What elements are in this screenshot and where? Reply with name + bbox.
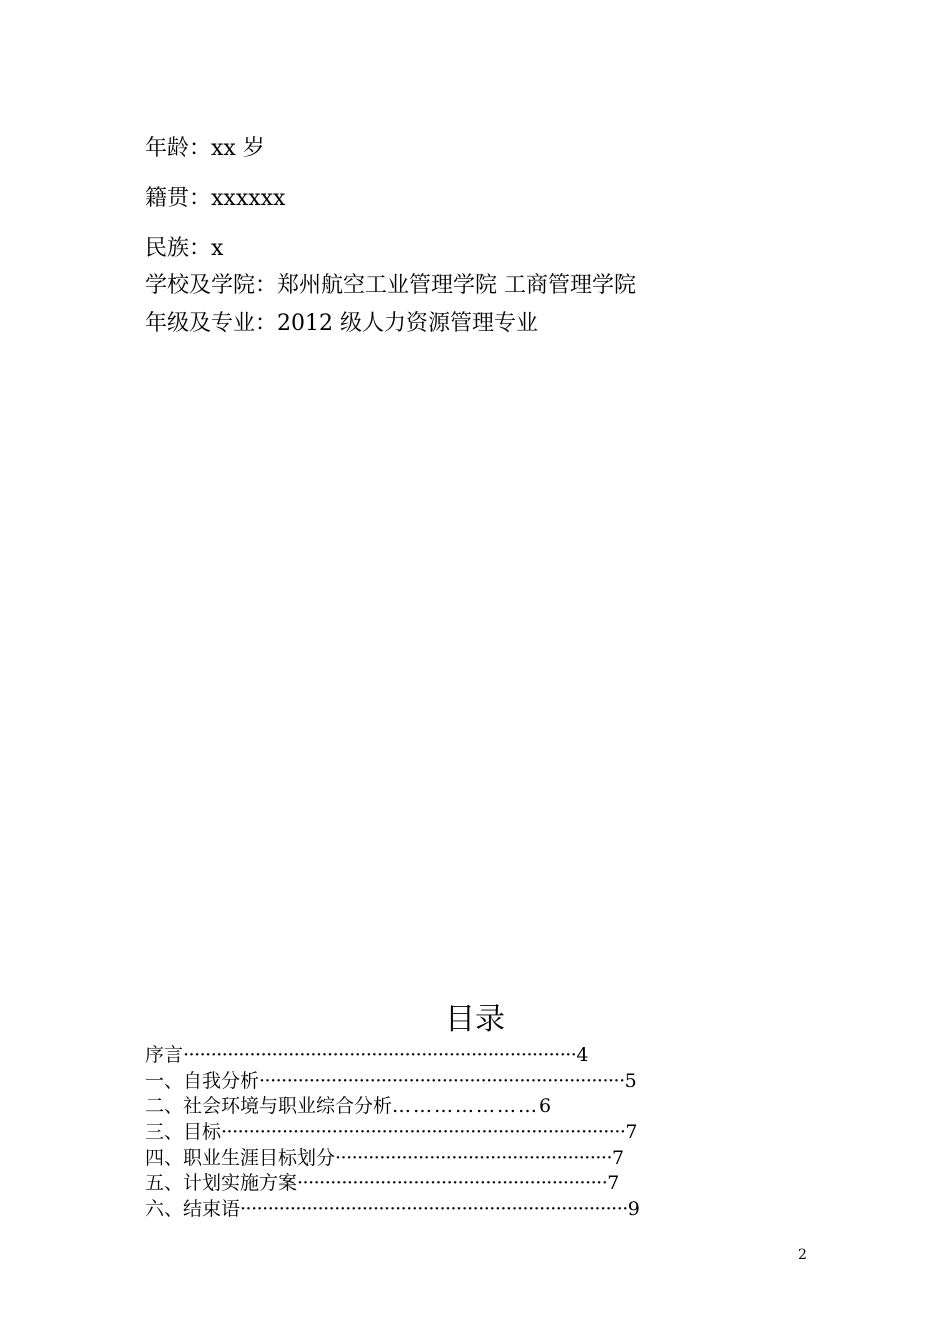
toc-entry-page: 7 <box>607 1172 620 1195</box>
toc-entry-label: 一、自我分析 <box>145 1069 260 1092</box>
page-number: 2 <box>798 1247 807 1263</box>
toc-entry-implementation-plan <box>145 1171 705 1197</box>
school-line: 学校及学院：郑州航空工业管理学院 工商管理学院 <box>145 273 636 298</box>
toc-entry-self-analysis <box>145 1069 705 1095</box>
toc-leader-dots: ········································································· <box>221 1121 626 1144</box>
toc-entry-page: 5 <box>624 1069 637 1092</box>
toc-entry-goal-division <box>145 1146 705 1172</box>
toc-leader-dots: ························································ <box>297 1172 608 1195</box>
toc-entry-preface <box>145 1043 705 1069</box>
toc-title: 目录 <box>445 1002 505 1037</box>
toc-entry-label: 三、目标 <box>145 1121 222 1144</box>
toc-entry-page: 7 <box>612 1146 625 1169</box>
table-of-contents <box>145 1043 705 1223</box>
toc-entry-conclusion <box>145 1197 705 1223</box>
toc-entry-label: 四、职业生涯目标划分 <box>145 1146 336 1169</box>
toc-entry-page: 4 <box>576 1044 589 1066</box>
ethnicity-line: 民族：x <box>145 236 224 261</box>
toc-entry-label: 五、计划实施方案 <box>145 1172 298 1195</box>
grade-line: 年级及专业：2012 级人力资源管理专业 <box>145 311 538 336</box>
toc-leader-dots: ·················································· <box>335 1146 612 1169</box>
origin-line: 籍贯：xxxxxx <box>145 186 286 211</box>
toc-leader-dots: ·································································· <box>259 1069 625 1092</box>
toc-entry-goals <box>145 1120 705 1146</box>
toc-entry-label: 六、结束语 <box>145 1198 241 1221</box>
toc-entry-page: 7 <box>625 1121 638 1144</box>
toc-entry-label: 二、社会环境与职业综合分析 <box>145 1095 393 1118</box>
toc-entry-page: 9 <box>627 1198 640 1221</box>
age-line: 年龄：xx 岁 <box>145 136 265 161</box>
toc-leader-dots: ······································································ <box>240 1198 628 1221</box>
toc-leader-dots: ………………… <box>392 1095 540 1118</box>
toc-entry-environment-analysis <box>145 1094 705 1120</box>
toc-leader-dots: ······································································· <box>183 1044 577 1066</box>
toc-entry-label: 序言 <box>145 1044 184 1066</box>
toc-entry-page: 6 <box>539 1095 552 1118</box>
